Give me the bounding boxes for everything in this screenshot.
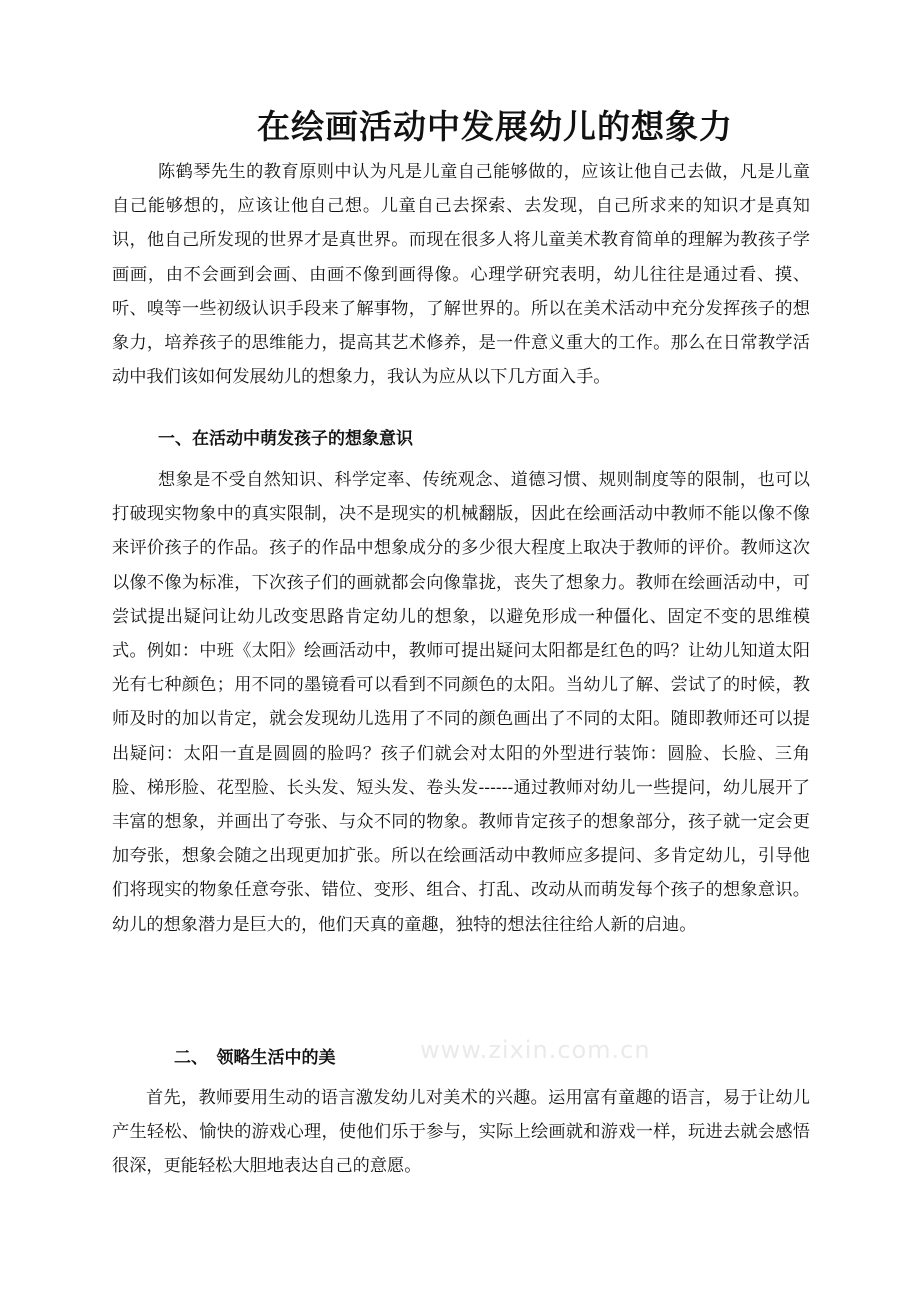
section2-paragraph: 首先，教师要用生动的语言激发幼儿对美术的兴趣。运用富有童趣的语言，易于让幼儿产生轻松、愉快的游戏心理，使他们乐于参与，实际上绘画就和游戏一样，玩进去就会感悟很深，更能轻松大胆地表达自己的意愿。 [112,1088,810,1177]
document-title: 在绘画活动中发展幼儿的想象力 [257,107,733,146]
watermark: www.zixin.com.cn [420,1036,651,1064]
section1-paragraph: 想象是不受自然知识、科学定率、传统观念、道德习惯、规则制度等的限制，也可以打破现实物象中的真实限制，决不是现实的机械翻版，因此在绘画活动中教师不能以像不像来评价孩子的作品。孩子的作品中想象成分的多少很大程度上取决于教师的评价。教师这次以像不像为标准，下次孩子们的画就都会向像靠拢，丧失了想象力。教师在绘画活动中，可尝试提出疑问让幼儿改变思路肯定幼儿的想象，以避免形成一种僵化、固定不变的思维模式。例如：中班《太阳》绘画活动中，教师可提出疑问太阳都是红色的吗？让幼儿知道太阳光有七种颜色；用不同的墨镜看可以看到不同颜色的太阳。当幼儿了解、尝试了的时候，教师及时的加以肯定，就会发现幼儿选用了不同的颜色画出了不同的太阳。随即教师还可以提出疑问：太阳一直是圆圆的脸吗？孩子们就会对太阳的外型进行装饰：圆脸、长脸、三角脸、梯形脸、花型脸、长头发、短头发、卷头发------通过教师对幼儿一些提问，幼儿展开了丰富的想象，并画出了夸张、与众不同的物象。教师肯定孩子的想象部分，孩子就一定会更加夸张，想象会随之出现更加扩张。所以在绘画活动中教师应多提问、多肯定幼儿，引导他们将现实的物象任意夸张、错位、变形、组合、打乱、改动从而萌发每个孩子的想象意识。幼儿的想象潜力是巨大的，他们天真的童趣，独特的想法往往给人新的启迪。 [112,470,810,935]
intro-paragraph: 陈鹤琴先生的教育原则中认为凡是儿童自己能够做的，应该让他自己去做，凡是儿童自己能够想的，应该让他自己想。儿童自己去探索、去发现，自己所求来的知识才是真知识，他自己所发现的世界才是真世界。而现在很多人将儿童美术教育简单的理解为教孩子学画画，由不会画到会画、由画不像到画得像。心理学研究表明，幼儿往往是通过看、摸、听、嗅等一些初级认识手段来了解事物，了解世界的。所以在美术活动中充分发挥孩子的想象力，培养孩子的思维能力，提高其艺术修养，是一件意义重大的工作。那么在日常教学活动中我们该如何发展幼儿的想象力，我认为应从以下几方面入手。 [112,162,810,388]
section-heading-2: 二、 领略生活中的美 [174,1048,336,1068]
section-heading-1: 一、在活动中萌发孩子的想象意识 [158,429,413,449]
